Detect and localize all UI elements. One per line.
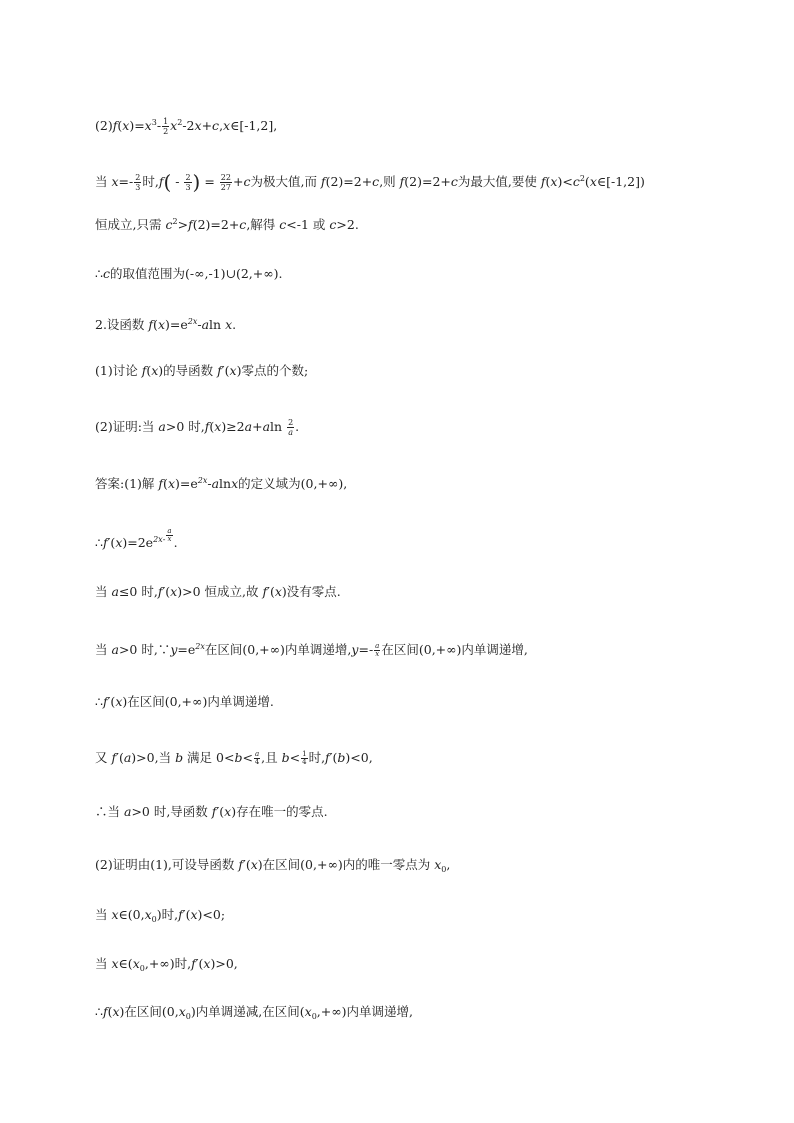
math-var: x: [229, 363, 237, 378]
text: (1)讨论: [95, 363, 142, 378]
text: (: [584, 174, 590, 189]
math-var: f: [102, 535, 108, 550]
math-var: f: [211, 804, 217, 819]
text: ∈[-1,2],: [230, 118, 278, 133]
fraction: [220, 173, 232, 192]
paren: (: [163, 170, 172, 194]
math-var: x: [274, 584, 282, 599]
math-var: b: [234, 750, 243, 765]
math-var: c: [572, 174, 580, 189]
math-var: b: [281, 750, 290, 765]
text: ,+∞)内单调递增,: [316, 1004, 413, 1019]
math-var: x: [111, 956, 119, 971]
math-var: x: [170, 118, 178, 133]
math-var: x: [115, 694, 123, 709]
math-var: f: [540, 174, 546, 189]
math-var: x: [214, 419, 222, 434]
text: 时,: [142, 174, 159, 189]
math-var: f: [204, 419, 210, 434]
fraction-denominator: x: [167, 535, 172, 543]
text: -: [197, 317, 202, 332]
math-var: x: [178, 1004, 186, 1019]
exponent: 2x: [195, 642, 205, 651]
fraction-numerator: a: [167, 527, 172, 535]
text: .: [295, 419, 300, 434]
fraction-denominator: 4: [254, 758, 260, 766]
math-var: c: [102, 266, 110, 281]
math-var: y: [170, 642, 178, 657]
text: )=: [129, 118, 145, 133]
text-line-8: [95, 472, 347, 493]
text: =e: [177, 642, 196, 657]
math-var: f: [158, 174, 164, 189]
fraction-denominator: a: [288, 428, 293, 437]
math-var: f: [111, 750, 117, 765]
fraction: [254, 751, 260, 766]
math-var: f: [325, 750, 330, 765]
fraction-numerator: 22: [220, 173, 231, 182]
fraction: [134, 173, 141, 192]
subscript: 0: [139, 964, 145, 973]
math-var: b: [175, 750, 184, 765]
text: ′(: [182, 907, 191, 922]
text: 又: [95, 750, 112, 765]
text: <: [242, 750, 253, 765]
text: 当: [95, 174, 112, 189]
fraction-numerator: a: [375, 642, 380, 650]
math-var: x: [144, 907, 152, 922]
text: )在区间(0,+∞)内单调递增.: [122, 694, 274, 709]
math-var: f: [102, 1004, 108, 1019]
exponent: 2x: [197, 476, 208, 485]
text: >0 时,导函数: [131, 804, 212, 819]
math-var: x: [167, 476, 175, 491]
fraction-numerator: 1: [163, 117, 169, 126]
text: )>0,: [210, 956, 238, 971]
fraction-denominator: x: [375, 650, 380, 658]
math-var: y: [351, 642, 359, 657]
text: <-1 或: [286, 217, 330, 232]
exponent: 3: [151, 118, 157, 127]
text: )在区间(0,+∞)内的唯一零点为: [257, 857, 435, 872]
exponent: 2x: [187, 317, 198, 326]
text: 的取值范围为(-∞,-1)∪(2,+∞).: [109, 266, 283, 281]
math-var: f: [157, 584, 163, 599]
math-var: x: [157, 317, 165, 332]
math-var: x: [190, 907, 198, 922]
text: ′(: [267, 584, 275, 599]
fraction: [162, 117, 169, 136]
text: 2.设函数: [95, 317, 149, 332]
text: ∴: [95, 1004, 103, 1019]
math-var: c: [243, 174, 251, 189]
fraction: [184, 173, 191, 192]
math-var: f: [178, 907, 183, 922]
text: 当: [95, 584, 112, 599]
fraction-numerator: 1: [302, 750, 307, 758]
text: ,且: [261, 750, 282, 765]
text: (: [163, 476, 168, 491]
text: ∴当: [95, 804, 124, 819]
text: =: [200, 174, 219, 189]
text: (: [545, 174, 551, 189]
math-var: a: [111, 584, 119, 599]
text: )<0;: [197, 907, 226, 922]
text: (: [117, 118, 123, 133]
text-line-14: [95, 803, 328, 821]
math-var: x: [434, 857, 442, 872]
math-var: a: [262, 419, 271, 434]
math-var: x: [250, 857, 258, 872]
text: 答案:(1)解: [95, 476, 159, 491]
text: >0 时,∵: [118, 642, 171, 657]
text: ′(: [107, 694, 116, 709]
text: ,则: [379, 174, 400, 189]
text-line-4: [95, 265, 283, 283]
math-var: x: [115, 535, 123, 550]
math-var: f: [262, 584, 268, 599]
text: ,: [219, 118, 224, 133]
math-var: x: [132, 956, 140, 971]
text: +: [252, 419, 263, 434]
text: -: [156, 118, 162, 133]
text-line-2: [95, 170, 645, 192]
text-line-18: [95, 1003, 413, 1026]
math-var: f: [191, 956, 196, 971]
subscript: 0: [441, 865, 447, 874]
text: )<0,: [345, 750, 373, 765]
math-var: f: [102, 694, 108, 709]
text: ∈[-1,2]): [596, 174, 645, 189]
text: >0 时,: [165, 419, 205, 434]
text: 当: [95, 907, 112, 922]
subscript: 0: [151, 915, 157, 924]
math-var: c: [450, 174, 458, 189]
math-var: x: [170, 584, 178, 599]
text: )>0,当: [131, 750, 176, 765]
math-var: a: [201, 317, 210, 332]
text-line-12: [95, 693, 274, 711]
text-line-5: [95, 313, 236, 334]
text-line-7: [95, 418, 299, 437]
math-var: f: [217, 363, 222, 378]
math-var: c: [372, 174, 380, 189]
text: (2): [95, 118, 113, 133]
text: +: [232, 174, 244, 189]
text-line-11: [95, 638, 528, 659]
text: =-: [358, 642, 374, 657]
fraction-denominator: 3: [135, 183, 141, 192]
text: ′(: [221, 363, 230, 378]
exponent: 2: [579, 174, 585, 183]
fraction-numerator: 2: [185, 173, 191, 182]
math-var: x: [194, 118, 202, 133]
text: ′(: [329, 750, 338, 765]
text: )时,: [156, 907, 179, 922]
text: 的定义域为(0,+∞),: [238, 476, 348, 491]
text: 时,: [308, 750, 326, 765]
text: ≤0 时,: [118, 584, 158, 599]
text-line-1: [95, 114, 277, 136]
text: ∴: [95, 535, 103, 550]
text-line-13: [95, 749, 373, 767]
text-line-3: [95, 213, 359, 234]
math-var: c: [279, 217, 287, 232]
math-var: x: [231, 476, 239, 491]
text: =-: [118, 174, 134, 189]
math-var: f: [320, 174, 326, 189]
text: ∴: [95, 266, 103, 281]
text: (: [209, 419, 215, 434]
text: ′(: [216, 804, 225, 819]
text: 当: [95, 956, 112, 971]
text: (2)=2+: [325, 174, 373, 189]
text: ,+∞)时,: [144, 956, 192, 971]
exponent: 2: [172, 217, 178, 226]
math-var: f: [148, 317, 154, 332]
math-var: a: [244, 419, 253, 434]
text: ′(: [116, 750, 124, 765]
math-var: x: [144, 118, 152, 133]
text: ,解得: [246, 217, 280, 232]
paren: ): [192, 170, 201, 194]
text: -: [171, 174, 184, 189]
exponent: 2: [177, 118, 183, 127]
math-var: x: [224, 804, 232, 819]
text: )>0 恒成立,故: [177, 584, 263, 599]
text: (: [153, 317, 158, 332]
subscript: 0: [311, 1012, 317, 1021]
math-var: b: [337, 750, 346, 765]
text: )存在唯一的零点.: [231, 804, 328, 819]
math-var: x: [225, 317, 233, 332]
text: .: [173, 535, 178, 550]
text: ,: [446, 857, 451, 872]
text-line-17: [95, 955, 238, 978]
text: )<: [557, 174, 573, 189]
math-var: x: [111, 174, 119, 189]
text: >: [177, 217, 189, 232]
text: 为极大值,而: [250, 174, 321, 189]
text: )在区间(0,: [119, 1004, 179, 1019]
text: (2)证明:当: [95, 419, 159, 434]
text-line-6: [95, 362, 308, 380]
text: .: [232, 317, 237, 332]
text: )没有零点.: [281, 584, 341, 599]
math-var: f: [141, 363, 147, 378]
math-var: a: [158, 419, 166, 434]
text: +: [201, 118, 213, 133]
text: ∈(0,: [118, 907, 145, 922]
math-var: x: [589, 174, 597, 189]
text: ∈(: [118, 956, 133, 971]
math-var: f: [238, 857, 244, 872]
text: )零点的个数;: [236, 363, 309, 378]
text: (2)=2+: [404, 174, 451, 189]
text-line-10: [95, 583, 341, 601]
text: ln: [219, 476, 232, 491]
text: >2.: [336, 217, 359, 232]
text: (2)=2+: [192, 217, 240, 232]
math-var: c: [212, 118, 220, 133]
math-var: a: [123, 750, 132, 765]
text: -2: [182, 118, 195, 133]
fraction-denominator: 4: [302, 758, 307, 766]
text: (: [107, 1004, 113, 1019]
math-var: x: [112, 1004, 120, 1019]
text-line-9: [95, 528, 178, 552]
text: 为最大值,要使: [457, 174, 541, 189]
fraction-numerator: 2: [288, 418, 294, 427]
math-var: c: [329, 217, 337, 232]
text: 满足 0<: [183, 750, 235, 765]
fraction-denominator: 2: [163, 127, 169, 136]
math-var: a: [111, 642, 119, 657]
fraction-denominator: 27: [220, 183, 231, 192]
text: ′(: [243, 857, 251, 872]
subscript: 0: [185, 1012, 191, 1021]
math-var: x: [550, 174, 558, 189]
text: ln: [270, 419, 287, 434]
math-var: x: [304, 1004, 312, 1019]
text-line-16: [95, 906, 225, 929]
math-var: f: [188, 217, 193, 232]
text: )=e: [165, 317, 188, 332]
text: 当: [95, 642, 112, 657]
text: (: [146, 363, 152, 378]
math-var: c: [165, 217, 173, 232]
math-var: f: [399, 174, 405, 189]
text: 在区间(0,+∞)内单调递增,: [204, 642, 352, 657]
math-var: f: [158, 476, 164, 491]
exponent: -: [162, 535, 166, 544]
text: <: [289, 750, 301, 765]
text: )≥2: [221, 419, 245, 434]
text: )=2e: [122, 535, 154, 550]
text: 恒成立,只需: [95, 217, 166, 232]
text: ′(: [107, 535, 116, 550]
text: )的导函数: [158, 363, 218, 378]
fraction: [374, 643, 380, 658]
math-var: c: [239, 217, 247, 232]
text: ′(: [195, 956, 204, 971]
fraction-numerator: a: [254, 750, 260, 758]
text: ln: [209, 317, 226, 332]
math-var: x: [122, 118, 130, 133]
math-var: a: [211, 476, 220, 491]
math-var: x: [223, 118, 231, 133]
fraction-denominator: 3: [185, 183, 191, 192]
fraction: [287, 418, 294, 437]
math-var: f: [112, 118, 118, 133]
text: 在区间(0,+∞)内单调递增,: [381, 642, 528, 657]
text: ′(: [162, 584, 171, 599]
text: )=e: [175, 476, 198, 491]
fraction: [301, 751, 307, 766]
exponent: 2x: [153, 535, 163, 544]
fraction-numerator: 2: [135, 173, 141, 182]
math-var: x: [111, 907, 119, 922]
text: -: [207, 476, 212, 491]
text-line-15: [95, 856, 450, 879]
text: )内单调递减,在区间(: [190, 1004, 305, 1019]
text: (2)证明由(1),可设导函数: [95, 857, 239, 872]
math-var: x: [203, 956, 211, 971]
math-var: a: [123, 804, 132, 819]
fraction: [166, 528, 172, 543]
math-var: x: [151, 363, 159, 378]
text: ∴: [95, 694, 103, 709]
